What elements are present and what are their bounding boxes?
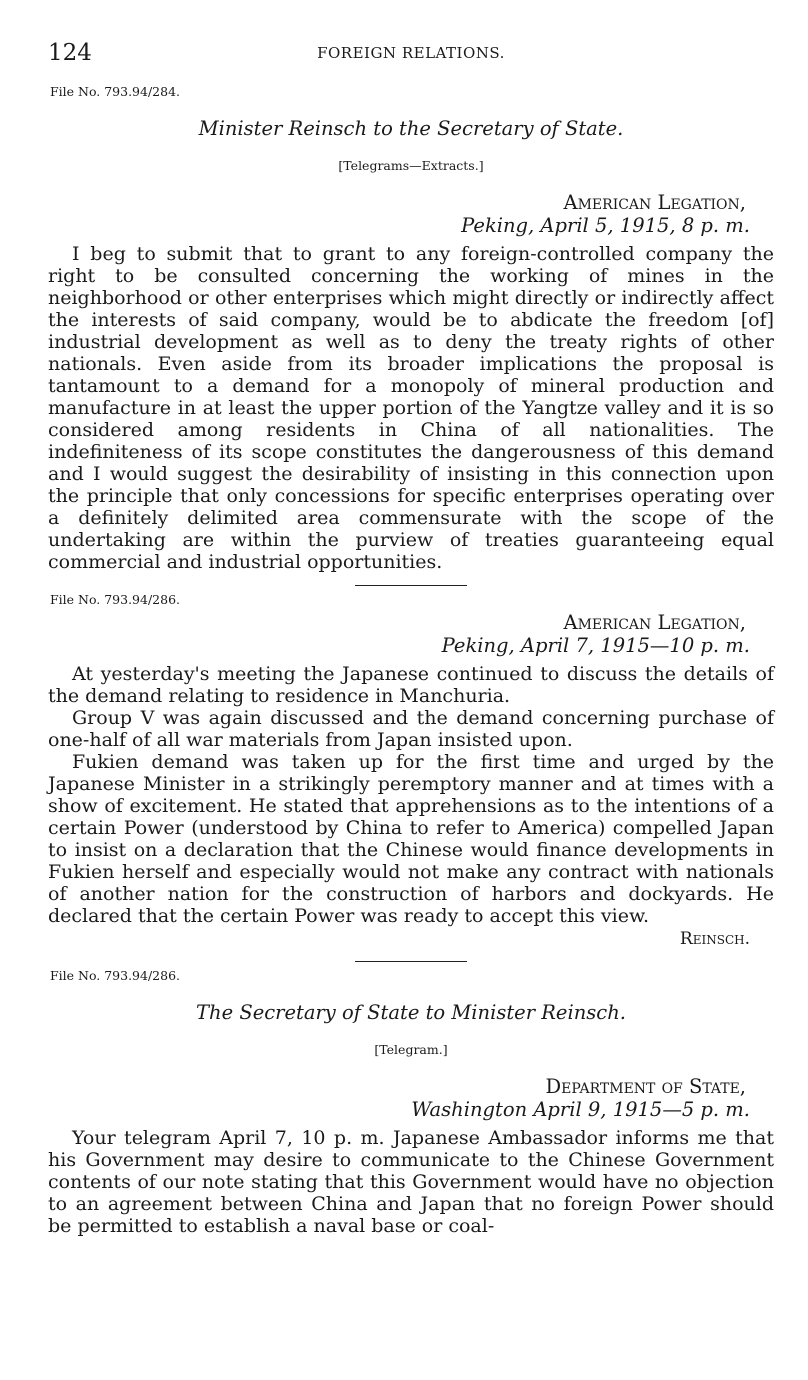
dateline-place: American Legation,	[563, 611, 746, 634]
message-body	[48, 663, 774, 927]
document-page	[48, 40, 774, 1237]
signature: Reinsch.	[679, 929, 750, 949]
document-note: [Telegram.]	[374, 1042, 448, 1057]
paragraph: Your telegram April 7, 10 p. m. Japanese Ambassador informs me that his Government may desire to communicate to the Chinese Government contents of our note stating that this Government would have no objection to an agreement between China and Japan that no foreign Power should be permitted to establish a naval base or coal-	[48, 1127, 774, 1237]
message-body	[48, 1127, 774, 1237]
paragraph: Group V was again discussed and the demand concerning purchase of one-half of all war materials from Japan insisted upon.	[48, 707, 774, 751]
section-divider	[355, 961, 467, 962]
dateline-date: Washington April 9, 1915—5 p. m.	[411, 1098, 750, 1121]
message-body	[48, 243, 774, 573]
dateline-date: Peking, April 5, 1915, 8 p. m.	[461, 214, 750, 237]
document-entry-2	[48, 592, 774, 949]
running-title: FOREIGN RELATIONS.	[317, 44, 505, 62]
document-entry-3	[48, 968, 774, 1237]
dateline	[48, 191, 750, 237]
document-title: Minister Reinsch to the Secretary of State.	[198, 117, 624, 140]
dateline-date: Peking, April 7, 1915—10 p. m.	[441, 634, 750, 657]
dateline-place: Department of State,	[545, 1075, 746, 1098]
file-number: File No. 793.94/284.	[50, 84, 181, 99]
dateline	[48, 1075, 750, 1121]
document-note: [Telegrams—Extracts.]	[338, 158, 484, 173]
file-number: File No. 793.94/286.	[50, 592, 181, 607]
document-title: The Secretary of State to Minister Reinsch.	[196, 1001, 626, 1024]
section-divider	[355, 585, 467, 586]
dateline	[48, 611, 750, 657]
paragraph: Fukien demand was taken up for the first time and urged by the Japanese Minister in a strikingly peremptory manner and at times with a show of excitement. He stated that apprehensions as to the intentions of a certain Power (understood by China to refer to America) compelled Japan to insist on a declaration that the Chinese would finance developments in Fukien herself and especially would not make any contract with nationals of another nation for the construction of harbors and dockyards. He declared that the certain Power was ready to accept this view.	[48, 751, 774, 927]
page-number: 124	[48, 40, 92, 66]
running-head	[48, 40, 774, 70]
document-entry-1	[48, 84, 774, 573]
paragraph: At yesterday's meeting the Japanese continued to discuss the details of the demand relating to residence in Manchuria.	[48, 663, 774, 707]
file-number: File No. 793.94/286.	[50, 968, 181, 983]
paragraph: I beg to submit that to grant to any foreign-controlled company the right to be consulted concerning the working of mines in the neighborhood or other enterprises which might directly or indirectly affect the interests of said company, would be to abdicate the freedom [of] industrial development as well as to deny the treaty rights of other nationals. Even aside from its broader implications the proposal is tantamount to a demand for a monopoly of mineral production and manufacture in at least the upper portion of the Yangtze valley and it is so considered among residents in China of all nationalities. The indefiniteness of its scope constitutes the dangerousness of this demand and I would suggest the desirability of insisting in this connection upon the principle that only concessions for specific enterprises operating over a definitely delimited area commensurate with the scope of the undertaking are within the purview of treaties guaranteeing equal commercial and industrial opportunities.	[48, 243, 774, 573]
dateline-place: American Legation,	[563, 191, 746, 214]
